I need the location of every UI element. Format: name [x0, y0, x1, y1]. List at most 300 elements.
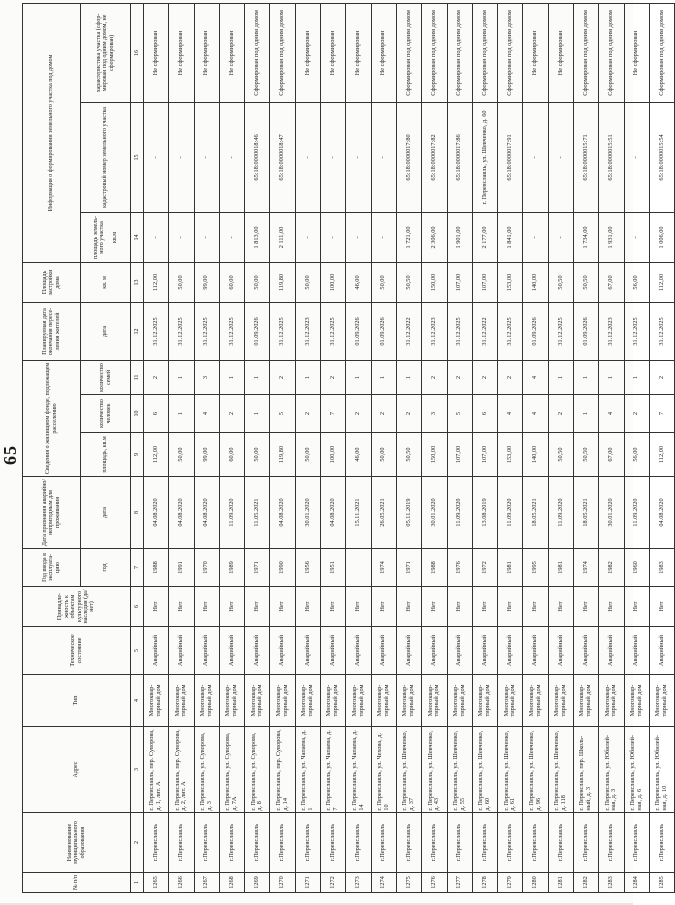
municipality-cell: г.Переяславль — [548, 813, 573, 873]
header-planned-group: Планируемая дата окончания переселения жителей — [23, 302, 81, 360]
table-row — [219, 3, 244, 892]
municipality-cell: г.Переяславль — [346, 813, 371, 873]
people-cell: 6 — [472, 395, 497, 433]
type-cell: Многоквартирный дом — [649, 675, 674, 727]
characteristic-cell: Не сформирован — [346, 3, 371, 102]
row-number-cell: 1282 — [574, 873, 599, 893]
planned-date-cell: 31.12.2025 — [194, 302, 219, 360]
year-cell: 1976 — [447, 549, 472, 587]
technical-state-cell: Аварийный — [371, 627, 396, 675]
people-cell: 4 — [498, 395, 523, 433]
people-cell: 5 — [270, 395, 295, 433]
technical-state-cell: Аварийный — [245, 627, 270, 675]
characteristic-cell: Не сформирован — [371, 3, 396, 102]
type-cell: Многоквартирный дом — [447, 675, 472, 727]
emergency-date-cell: 15.11.2021 — [346, 477, 371, 549]
built-area-cell: 50,50 — [548, 262, 573, 302]
characteristic-cell: Сформирован под одним домом — [599, 3, 624, 102]
year-cell: 1971 — [396, 549, 421, 587]
planned-date-cell: 01.09.2026 — [371, 302, 396, 360]
cultural-heritage-cell: Нет — [599, 587, 624, 627]
characteristic-cell: Сформирован под одним домом — [447, 3, 472, 102]
land-area-cell: 2 111,00 — [270, 212, 295, 262]
technical-state-cell: Аварийный — [346, 627, 371, 675]
column-number-cell: 16 — [131, 3, 144, 102]
emergency-date-cell: 11.09.2020 — [548, 477, 573, 549]
type-cell: Многоквартирный дом — [270, 675, 295, 727]
column-number-cell: 3 — [131, 727, 144, 813]
families-cell: 2 — [270, 360, 295, 394]
families-cell: 1 — [396, 360, 421, 394]
header-resettle-families: количество семей — [81, 360, 131, 394]
header-year-group: Год ввода в эксплуатацию — [23, 549, 81, 587]
land-area-cell: - — [295, 212, 320, 262]
emergency-date-cell: 11.09.2020 — [498, 477, 523, 549]
people-cell: 2 — [548, 395, 573, 433]
address-cell: г. Переяславль, ул. Юбилейная, д. 3 — [599, 727, 624, 813]
land-area-cell: - — [169, 212, 194, 262]
table-row — [194, 3, 219, 892]
planned-date-cell: 01.09.2026 — [574, 302, 599, 360]
year-cell — [346, 549, 371, 587]
cadastre-cell: - — [219, 102, 244, 212]
technical-state-cell: Аварийный — [498, 627, 523, 675]
resettle-area-cell: 50,00 — [371, 433, 396, 477]
cultural-heritage-cell: Нет — [245, 587, 270, 627]
header-land-group: Информация о формировании земельного участка под домом — [23, 3, 81, 262]
built-area-cell: 56,00 — [624, 262, 649, 302]
built-area-cell: 50,50 — [396, 262, 421, 302]
column-number-cell: 13 — [131, 262, 144, 302]
cadastre-cell: 65:18:0000017:80 — [396, 102, 421, 212]
row-number-cell: 1276 — [422, 873, 447, 893]
emergency-date-cell: 11.09.2020 — [447, 477, 472, 549]
land-area-cell: 1 841,00 — [498, 212, 523, 262]
column-number-cell: 5 — [131, 627, 144, 675]
type-cell: Многоквартирный дом — [599, 675, 624, 727]
characteristic-cell: Сформирован под одним домом — [498, 3, 523, 102]
row-number-cell: 1285 — [649, 873, 674, 893]
year-cell: 1991 — [169, 549, 194, 587]
land-area-cell: 1 813,00 — [245, 212, 270, 262]
land-area-cell: 2 177,00 — [472, 212, 497, 262]
technical-state-cell: Аварийный — [574, 627, 599, 675]
row-number-cell: 1268 — [219, 873, 244, 893]
land-area-cell: 2 306,00 — [422, 212, 447, 262]
cultural-heritage-cell: Нет — [194, 587, 219, 627]
people-cell: 7 — [649, 395, 674, 433]
families-cell: 1 — [624, 360, 649, 394]
row-number-cell: 1275 — [396, 873, 421, 893]
emergency-date-cell: 26.05.2021 — [371, 477, 396, 549]
built-area-cell: 107,00 — [472, 262, 497, 302]
cadastre-cell: 65:18:0000015:54 — [649, 102, 674, 212]
resettle-area-cell: 50,00 — [245, 433, 270, 477]
built-area-cell: 112,00 — [649, 262, 674, 302]
header-year: год — [81, 549, 131, 587]
built-area-cell: 107,00 — [447, 262, 472, 302]
header-built-area-group: Площадь застройки дома — [23, 262, 81, 302]
technical-state-cell: Аварийный — [624, 627, 649, 675]
planned-date-cell: 31.12.2025 — [498, 302, 523, 360]
emergency-date-cell: 04.08.2020 — [144, 477, 169, 549]
address-cell: г. Переяславль, ул. Шевченко, д. 43 — [422, 727, 447, 813]
type-cell: Многоквартирный дом — [295, 675, 320, 727]
planned-date-cell: 31.12.2025 — [270, 302, 295, 360]
people-cell: 4 — [194, 395, 219, 433]
people-cell: 3 — [422, 395, 447, 433]
built-area-cell: 100,00 — [321, 262, 346, 302]
column-number-cell: 9 — [131, 433, 144, 477]
planned-date-cell: 31.12.2022 — [472, 302, 497, 360]
address-cell: г. Переяславль, ул. Чехова, д. 10 — [371, 727, 396, 813]
emergency-date-cell: 18.05.2021 — [523, 477, 548, 549]
column-number-cell: 12 — [131, 302, 144, 360]
table-row — [472, 3, 497, 892]
emergency-date-cell: 18.05.2021 — [574, 477, 599, 549]
address-cell: г. Переяславль, ул. Шевченко, д. 96 — [523, 727, 548, 813]
families-cell: 1 — [346, 360, 371, 394]
planned-date-cell: 31.12.2022 — [396, 302, 421, 360]
cultural-heritage-cell: Нет — [371, 587, 396, 627]
year-cell: 1972 — [472, 549, 497, 587]
header-resettle-people: количество человек — [81, 395, 131, 433]
resettle-area-cell: 150,00 — [422, 433, 447, 477]
technical-state-cell: Аварийный — [649, 627, 674, 675]
cadastre-cell: 65:18:0000018:46 — [245, 102, 270, 212]
municipality-cell: г.Переяславль — [144, 813, 169, 873]
cadastre-cell: - — [321, 102, 346, 212]
table-row — [498, 3, 523, 892]
resettle-area-cell: 153,00 — [498, 433, 523, 477]
type-cell: Многоквартирный дом — [169, 675, 194, 727]
families-cell: 2 — [472, 360, 497, 394]
emergency-date-cell: 04.08.2020 — [169, 477, 194, 549]
cultural-heritage-cell: Нет — [548, 587, 573, 627]
table-row — [422, 3, 447, 892]
characteristic-cell: Сформирован под одним домом — [649, 3, 674, 102]
table-row — [548, 3, 573, 892]
built-area-cell: 67,00 — [599, 262, 624, 302]
municipality-cell: г.Переяславль — [422, 813, 447, 873]
families-cell: 3 — [194, 360, 219, 394]
type-cell: Многоквартирный дом — [144, 675, 169, 727]
characteristic-cell: Сформирован под одним домом — [396, 3, 421, 102]
year-cell: 1988 — [144, 549, 169, 587]
type-cell: Многоквартирный дом — [472, 675, 497, 727]
column-number-cell: 2 — [131, 813, 144, 873]
built-area-cell: 140,00 — [523, 262, 548, 302]
people-cell: 2 — [346, 395, 371, 433]
header-municipality: Наименование муниципального образования — [23, 813, 131, 873]
resettlement-table — [22, 3, 675, 893]
land-area-cell: - — [144, 212, 169, 262]
cultural-heritage-cell: Нет — [144, 587, 169, 627]
cadastre-cell: - — [169, 102, 194, 212]
header-built-unit: кв. м — [81, 262, 131, 302]
characteristic-cell: Сформирован под одним домом — [574, 3, 599, 102]
type-cell: Многоквартирный дом — [346, 675, 371, 727]
table-row — [624, 3, 649, 892]
people-cell: 2 — [396, 395, 421, 433]
address-cell: г. Переяславль, ул. Суворова, д. 8 — [245, 727, 270, 813]
table-row — [396, 3, 421, 892]
table-row — [371, 3, 396, 892]
cadastre-cell: - — [523, 102, 548, 212]
technical-state-cell: Аварийный — [472, 627, 497, 675]
header-cultural-heritage: Принадлежность к объектам культурного наследия (да/нет) — [23, 587, 131, 627]
cadastre-cell: - — [624, 102, 649, 212]
characteristic-cell: Сформирован под одним домом — [422, 3, 447, 102]
year-cell: 1974 — [371, 549, 396, 587]
people-cell: 4 — [523, 395, 548, 433]
people-cell: 2 — [371, 395, 396, 433]
cadastre-cell: г. Переяславль, ул. Шевченко, д. 60 — [472, 102, 497, 212]
municipality-cell: г.Переяславль — [194, 813, 219, 873]
type-cell: Многоквартирный дом — [396, 675, 421, 727]
families-cell: 1 — [371, 360, 396, 394]
emergency-date-cell: 04.08.2020 — [321, 477, 346, 549]
technical-state-cell: Аварийный — [219, 627, 244, 675]
year-cell: 1982 — [599, 549, 624, 587]
row-number-cell: 1273 — [346, 873, 371, 893]
built-area-cell: 150,00 — [422, 262, 447, 302]
families-cell: 1 — [295, 360, 320, 394]
families-cell: 1 — [548, 360, 573, 394]
built-area-cell: 119,80 — [270, 262, 295, 302]
planned-date-cell: 31.12.2023 — [295, 302, 320, 360]
technical-state-cell: Аварийный — [599, 627, 624, 675]
planned-date-cell: 31.12.2025 — [447, 302, 472, 360]
land-area-cell: - — [219, 212, 244, 262]
column-number-cell: 10 — [131, 395, 144, 433]
address-cell: г. Переяславль, ул. Юбилейная, д. 6 — [624, 727, 649, 813]
address-cell: г. Переяславль, ул. Чапаева, д. 14 — [346, 727, 371, 813]
type-cell: Многоквартирный дом — [194, 675, 219, 727]
technical-state-cell: Аварийный — [321, 627, 346, 675]
people-cell: 2 — [219, 395, 244, 433]
resettle-area-cell: 112,00 — [144, 433, 169, 477]
emergency-date-cell: 11.09.2020 — [219, 477, 244, 549]
emergency-date-cell: 04.08.2020 — [270, 477, 295, 549]
type-cell: Многоквартирный дом — [219, 675, 244, 727]
cadastre-cell: - — [144, 102, 169, 212]
characteristic-cell: Не сформирован — [194, 3, 219, 102]
header-land-area-unit: кв.м — [111, 231, 118, 243]
table-row — [245, 3, 270, 892]
column-number-cell: 6 — [131, 587, 144, 627]
row-number-cell: 1266 — [169, 873, 194, 893]
column-number-row — [131, 3, 144, 892]
column-number-cell: 11 — [131, 360, 144, 394]
people-cell: 7 — [321, 395, 346, 433]
technical-state-cell: Аварийный — [447, 627, 472, 675]
people-cell: 1 — [574, 395, 599, 433]
table-row — [270, 3, 295, 892]
technical-state-cell: Аварийный — [422, 627, 447, 675]
address-cell: г. Переяславль, ул. Шевченко, д. 37 — [396, 727, 421, 813]
people-cell: 2 — [295, 395, 320, 433]
families-cell: 2 — [649, 360, 674, 394]
families-cell: 1 — [599, 360, 624, 394]
row-number-cell: 1267 — [194, 873, 219, 893]
year-cell: 1981 — [498, 549, 523, 587]
technical-state-cell: Аварийный — [144, 627, 169, 675]
families-cell: 1 — [245, 360, 270, 394]
families-cell: 4 — [523, 360, 548, 394]
row-number-cell: 1284 — [624, 873, 649, 893]
families-cell: 1 — [169, 360, 194, 394]
cultural-heritage-cell: Нет — [523, 587, 548, 627]
type-cell: Многоквартирный дом — [548, 675, 573, 727]
cultural-heritage-cell: Нет — [624, 587, 649, 627]
year-cell: 1983 — [649, 549, 674, 587]
cultural-heritage-cell: Нет — [169, 587, 194, 627]
column-number-cell: 15 — [131, 102, 144, 212]
table-row — [169, 3, 194, 892]
emergency-date-cell: 30.01.2020 — [295, 477, 320, 549]
cultural-heritage-cell: Нет — [447, 587, 472, 627]
row-number-cell: 1278 — [472, 873, 497, 893]
municipality-cell: г.Переяславль — [295, 813, 320, 873]
emergency-date-cell: 30.01.2020 — [599, 477, 624, 549]
cultural-heritage-cell: Нет — [472, 587, 497, 627]
emergency-date-cell: 05.11.2019 — [396, 477, 421, 549]
land-area-cell: - — [523, 212, 548, 262]
address-cell: г. Переяславль, пер. Школьный, д. 3 — [574, 727, 599, 813]
land-area-cell: - — [548, 212, 573, 262]
resettle-area-cell: 46,00 — [346, 433, 371, 477]
header-land-area-group: площадь земельного участка — [92, 215, 106, 259]
type-cell: Многоквартирный дом — [371, 675, 396, 727]
header-planned-date: дата — [81, 302, 131, 360]
address-cell: г. Переяславль, ул. Шевченко, д. 61 — [498, 727, 523, 813]
type-cell: Многоквартирный дом — [321, 675, 346, 727]
header-resettlement-group: Сведения о жилищном фонде, подлежащем расселению — [23, 360, 81, 476]
people-cell: 2 — [624, 395, 649, 433]
land-area-cell: - — [321, 212, 346, 262]
characteristic-cell: Не сформирован — [321, 3, 346, 102]
built-area-cell: 50,00 — [295, 262, 320, 302]
year-cell: 1960 — [624, 549, 649, 587]
header-num: № п/п — [23, 873, 131, 893]
address-cell: г. Переяславль, пер. Суворова, д. 2, лит. А — [169, 727, 194, 813]
address-cell: г. Переяславль, пер. Суворова, д. 1, лит. А — [144, 727, 169, 813]
cadastre-cell: 65:18:0000015:51 — [599, 102, 624, 212]
municipality-cell: г.Переяславль — [472, 813, 497, 873]
cadastre-cell: - — [371, 102, 396, 212]
table-row — [447, 3, 472, 892]
cultural-heritage-cell: Нет — [295, 587, 320, 627]
municipality-cell: г.Переяславль — [599, 813, 624, 873]
cadastre-cell: - — [194, 102, 219, 212]
characteristic-cell: Сформирован под одним домом — [270, 3, 295, 102]
year-cell: 1995 — [523, 549, 548, 587]
built-area-cell: 99,00 — [194, 262, 219, 302]
header-technical-state: Техническое состояние — [23, 627, 131, 675]
type-cell: Многоквартирный дом — [245, 675, 270, 727]
column-number-cell: 4 — [131, 675, 144, 727]
table-row — [144, 3, 169, 892]
emergency-date-cell: 04.08.2020 — [649, 477, 674, 549]
address-cell: г. Переяславль, ул. Чапаева, д. 7 — [321, 727, 346, 813]
emergency-date-cell: 04.08.2020 — [194, 477, 219, 549]
land-area-cell: - — [624, 212, 649, 262]
row-number-cell: 1280 — [523, 873, 548, 893]
row-number-cell: 1274 — [371, 873, 396, 893]
type-cell: Многоквартирный дом — [574, 675, 599, 727]
address-cell: г. Переяславль, ул. Чапаева, д. 1 — [295, 727, 320, 813]
table-row — [295, 3, 320, 892]
resettle-area-cell: 56,00 — [624, 433, 649, 477]
families-cell: 2 — [498, 360, 523, 394]
municipality-cell: г.Переяславль — [523, 813, 548, 873]
municipality-cell: г.Переяславль — [245, 813, 270, 873]
municipality-cell: г.Переяславль — [498, 813, 523, 873]
address-cell: г. Переяславль, ул. Юбилейная, д. 10 — [649, 727, 674, 813]
table-row — [346, 3, 371, 892]
families-cell: 2 — [321, 360, 346, 394]
land-area-cell: 1 734,00 — [574, 212, 599, 262]
cultural-heritage-cell: Нет — [219, 587, 244, 627]
year-cell: 1970 — [194, 549, 219, 587]
type-cell: Многоквартирный дом — [624, 675, 649, 727]
type-cell: Многоквартирный дом — [523, 675, 548, 727]
built-area-cell: 50,50 — [574, 262, 599, 302]
year-cell: 1956 — [295, 549, 320, 587]
technical-state-cell: Аварийный — [169, 627, 194, 675]
municipality-cell: г.Переяславль — [624, 813, 649, 873]
cadastre-cell: 65:18:0000017:91 — [498, 102, 523, 212]
header-cadastre: кадастровый номер земельного участка — [81, 102, 131, 212]
year-cell: 1974 — [574, 549, 599, 587]
table-row — [321, 3, 346, 892]
cadastre-cell: 65:18:0000017:86 — [447, 102, 472, 212]
header-resettle-area: площадь, кв.м — [81, 433, 131, 477]
cadastre-cell: - — [295, 102, 320, 212]
characteristic-cell: Сформирован под одним домом — [245, 3, 270, 102]
families-cell: 2 — [422, 360, 447, 394]
row-number-cell: 1281 — [548, 873, 573, 893]
resettle-area-cell: 50,00 — [169, 433, 194, 477]
planned-date-cell: 31.12.2025 — [321, 302, 346, 360]
municipality-cell: г.Переяславль — [574, 813, 599, 873]
people-cell: 4 — [599, 395, 624, 433]
municipality-cell: г.Переяславль — [219, 813, 244, 873]
table-row — [649, 3, 674, 892]
municipality-cell: г.Переяславль — [270, 813, 295, 873]
resettle-area-cell: 60,00 — [219, 433, 244, 477]
year-cell: 1990 — [270, 549, 295, 587]
technical-state-cell: Аварийный — [523, 627, 548, 675]
year-cell: 1989 — [219, 549, 244, 587]
row-number-cell: 1283 — [599, 873, 624, 893]
municipality-cell: г.Переяславль — [447, 813, 472, 873]
families-cell: 1 — [574, 360, 599, 394]
characteristic-cell: Не сформирован — [169, 3, 194, 102]
municipality-cell: г.Переяславль — [396, 813, 421, 873]
row-number-cell: 1269 — [245, 873, 270, 893]
planned-date-cell: 31.12.2023 — [422, 302, 447, 360]
row-number-cell: 1272 — [321, 873, 346, 893]
planned-date-cell: 31.12.2023 — [599, 302, 624, 360]
address-cell: г. Переяславль, ул. Шевченко, д. 60 — [472, 727, 497, 813]
families-cell: 2 — [447, 360, 472, 394]
cultural-heritage-cell: Нет — [321, 587, 346, 627]
municipality-cell: г.Переяславль — [371, 813, 396, 873]
land-area-cell: - — [346, 212, 371, 262]
header-type: Тип — [23, 675, 131, 727]
